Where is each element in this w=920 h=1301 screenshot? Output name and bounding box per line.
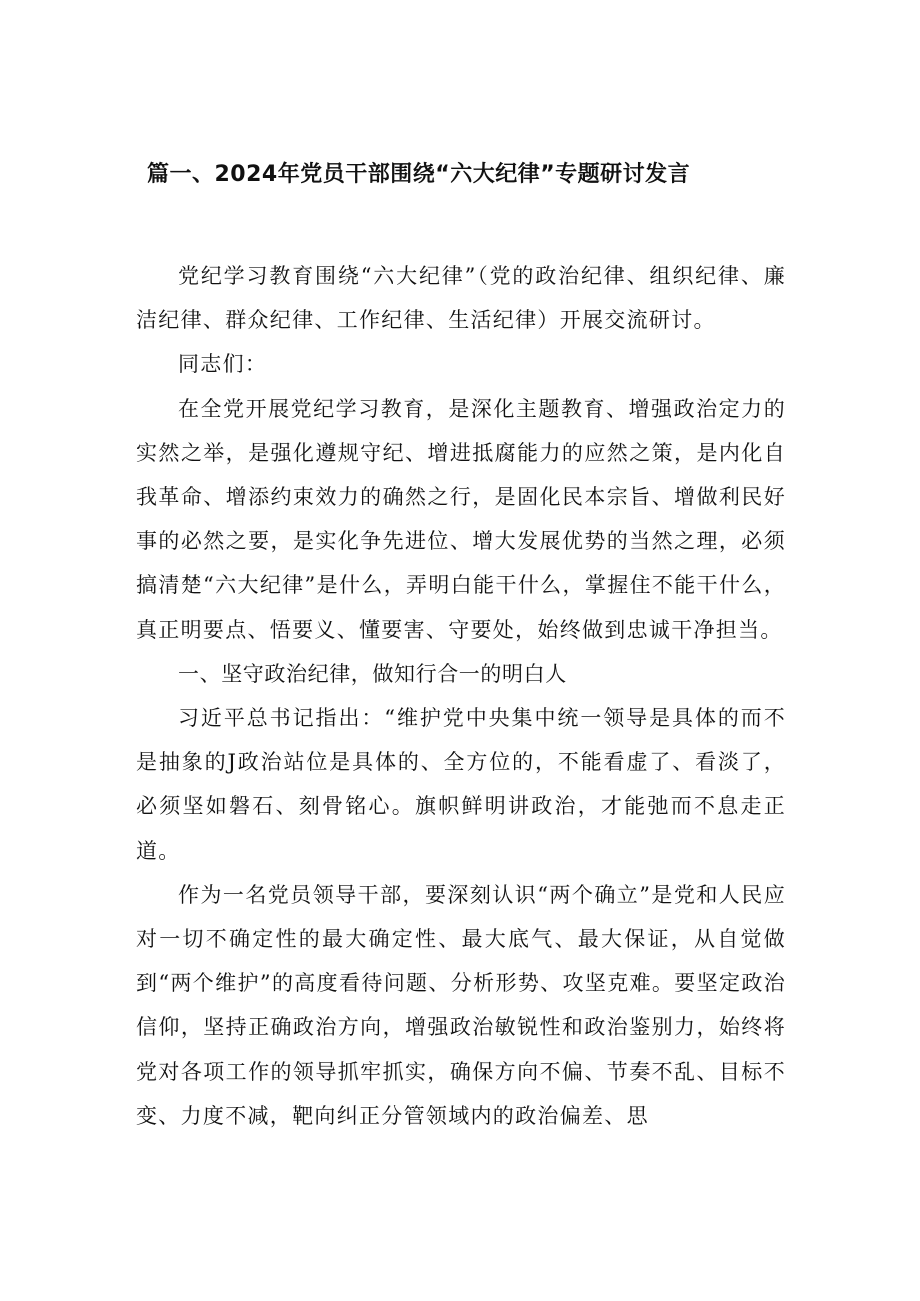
document-title: 篇一、2024年党员干部围绕“六大纪律”专题研讨发言 [147, 162, 691, 187]
salutation: 同志们： [178, 352, 268, 377]
opening-paragraph: 在全党开展党纪学习教育，是深化主题教育、增强政治定力的实然之举，是强化遵规守纪、增进抵腐能力的应然之策，是内化自我革命、增添约束效力的确然之行，是固化民本宗旨、增做利民好事的必然之要，是实化争先进位、增大发展优势的当然之理，必须搞清楚“六大纪律”是什么，弄明白能干什么，掌握住不能干什么，真正明要点、悟要义、懂要害、守要处，始终做到忠诚干净担当。 [136, 396, 786, 642]
quote-paragraph: 习近平总书记指出：“维护党中央集中统一领导是具体的而不是抽象的J政治站位是具体的、全方位的，不能看虚了、看淡了，必须坚如磐石、刻骨铭心。旗帜鲜明讲政治，才能弛而不息走正道。 [136, 706, 786, 863]
intro-paragraph: 党纪学习教育围绕“六大纪律”（党的政治纪律、组织纪律、廉洁纪律、群众纪律、工作纪律、生活纪律）开展交流研讨。 [136, 264, 786, 333]
section-heading: 一、坚守政治纪律，做知行合一的明白人 [178, 661, 567, 686]
body-paragraph: 作为一名党员领导干部，要深刻认识“两个确立”是党和人民应对一切不确定性的最大确定性、最大底气、最大保证，从自觉做到“两个维护”的高度看待问题、分析形势、攻坚克难。要坚定政治信仰，坚持正确政治方向，增强政治敏锐性和政治鉴别力，始终将党对各项工作的领导抓牢抓实，确保方向不偏、节奏不乱、目标不变、力度不减，靶向纠正分管领域内的政治偏差、思 [136, 882, 786, 1128]
document-body [136, 254, 786, 1138]
